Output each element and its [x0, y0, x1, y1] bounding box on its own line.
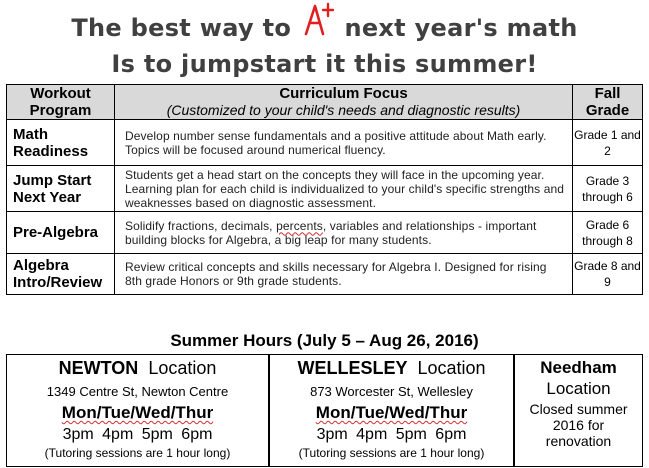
program-grade: Grade 1 and 2: [573, 120, 643, 166]
a-plus-mark: [302, 10, 334, 38]
location-days-text: Mon/Tue/Wed/Thur: [315, 403, 468, 422]
location-note: Closed summer 2016 for renovation: [529, 401, 628, 449]
header-focus: [115, 85, 573, 120]
program-description: Develop number sense fundamentals and a positive attitude about Math early. Topics will be focused around numerical fluency.: [115, 120, 573, 166]
location-suffix: Location: [148, 358, 217, 378]
header-focus-title: Curriculum Focus: [279, 85, 408, 102]
headline-text-after: next year's math: [344, 14, 578, 42]
location-name: [270, 357, 513, 379]
headline-line-1: [0, 10, 649, 42]
location-days: [7, 403, 268, 423]
program-grade: Grade 8 and 9: [573, 254, 643, 295]
program-description: Review critical concepts and skills necessary for Algebra I. Designed for rising 8th grade Honors or 9th grade students.: [115, 254, 573, 295]
location-newton: [6, 354, 269, 467]
location-name: Needham: [540, 358, 617, 377]
table-header-row: [7, 85, 643, 120]
a-plus-icon: [302, 0, 336, 38]
location-needham: [514, 354, 643, 467]
program-name: Pre-Algebra: [7, 212, 115, 254]
location-suffix: Location: [417, 358, 486, 378]
headline-line-2: Is to jumpstart it this summer!: [111, 50, 538, 78]
location-address: 1349 Centre St, Newton Centre: [46, 384, 229, 399]
program-name: Jump Start Next Year: [7, 166, 115, 212]
header-program: Workout Program: [7, 85, 115, 120]
location-suffix: Location: [546, 379, 611, 398]
location-times: 3pm 4pm 5pm 6pm: [316, 426, 467, 443]
table-row: [7, 254, 643, 295]
spellcheck-word: percents: [276, 218, 323, 233]
table-row: [7, 212, 643, 254]
program-description: [115, 212, 573, 254]
summer-hours-title: Summer Hours (July 5 – Aug 26, 2016): [170, 331, 479, 350]
location-note: (Tutoring sessions are 1 hour long): [44, 446, 231, 460]
headline-text-before: The best way to: [71, 14, 292, 42]
program-name: Math Readiness: [7, 120, 115, 166]
header-grade: Fall Grade: [573, 85, 643, 120]
location-name: [7, 357, 268, 379]
program-name: Algebra Intro/Review: [7, 254, 115, 295]
location-wellesley: [269, 354, 514, 467]
table-row: [7, 120, 643, 166]
location-address: 873 Worcester St, Wellesley: [310, 384, 473, 399]
header-focus-subtitle: (Customized to your child's needs and diagnostic results): [166, 102, 521, 118]
location-note: (Tutoring sessions are 1 hour long): [298, 446, 485, 460]
program-grade: Grade 6 through 8: [573, 212, 643, 254]
description-part: Solidify fractions, decimals,: [125, 218, 277, 233]
program-table: [6, 84, 643, 295]
location-times: 3pm 4pm 5pm 6pm: [62, 426, 213, 443]
description-part: , variables and relationships - important building blocks for Algebra, a big leap for many students.: [125, 218, 537, 247]
program-grade: Grade 3 through 6: [573, 166, 643, 212]
location-name-bold: NEWTON: [58, 358, 139, 378]
location-name-bold: WELLESLEY: [297, 358, 408, 378]
location-days-text: Mon/Tue/Wed/Thur: [61, 403, 214, 422]
program-description: Students get a head start on the concepts they will face in the upcoming year. Learning plan for each child is individualized to your child's specific strengths and weaknesses based on diagnostic assessment.: [115, 166, 573, 212]
location-days: [270, 403, 513, 423]
table-row: [7, 166, 643, 212]
